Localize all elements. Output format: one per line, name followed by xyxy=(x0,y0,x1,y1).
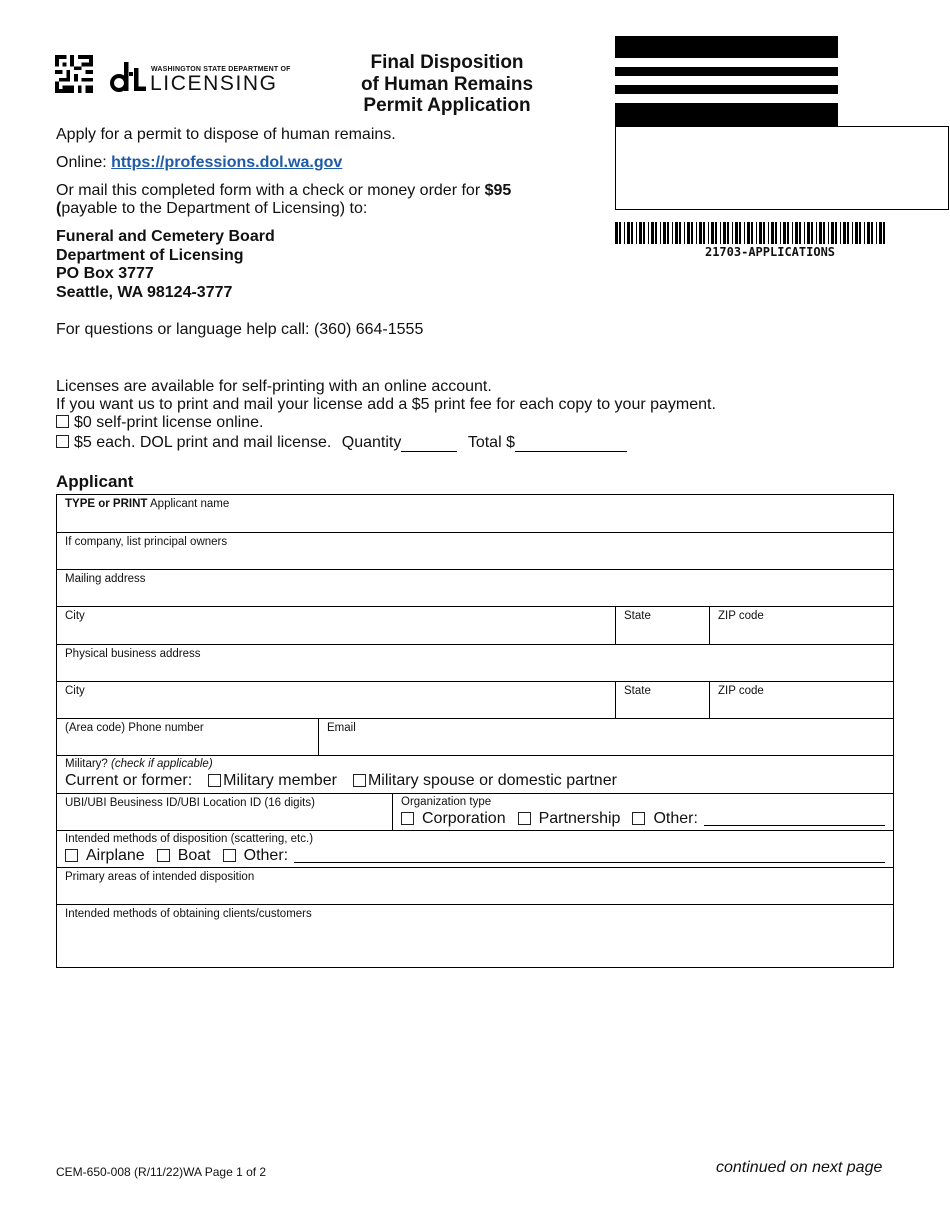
areas-label: Primary areas of intended disposition xyxy=(65,871,255,883)
intro-payable xyxy=(56,200,367,218)
physical-city-field[interactable] xyxy=(57,682,615,718)
org-type-options xyxy=(401,809,885,828)
military-current-label: Current or former: xyxy=(65,772,193,789)
phone-field[interactable] xyxy=(57,719,318,755)
qr-code-icon xyxy=(55,55,93,93)
form-title xyxy=(330,52,564,117)
license-print-line2: If you want us to print and mail your license add a $5 print fee for each copy to your payment. xyxy=(56,396,716,413)
mailing-zip-field[interactable] xyxy=(709,607,893,644)
office-use-bar xyxy=(615,36,838,58)
barcode-text: 21703-APPLICATIONS xyxy=(704,245,836,259)
email-field[interactable] xyxy=(318,719,893,755)
org-other-label: Other: xyxy=(653,810,698,827)
physical-state-field[interactable] xyxy=(615,682,709,718)
zip-label: ZIP code xyxy=(718,610,764,622)
method-other-checkbox[interactable] xyxy=(223,849,236,862)
applicant-section-title: Applicant xyxy=(56,472,134,491)
corporation-label: Corporation xyxy=(422,810,506,827)
agency-name-small: WASHINGTON STATE DEPARTMENT OF xyxy=(151,66,291,73)
city-label: City xyxy=(65,685,85,697)
intro-mail xyxy=(56,182,511,200)
online-url-link[interactable]: https://professions.dol.wa.gov xyxy=(111,154,343,171)
total-field[interactable] xyxy=(515,438,627,452)
quantity-field[interactable] xyxy=(401,438,457,452)
intro-online xyxy=(56,154,342,172)
physical-address-label: Physical business address xyxy=(65,648,201,660)
phone-label: (Area code) Phone number xyxy=(65,722,204,734)
principal-owners-field[interactable] xyxy=(57,533,893,569)
title-line: of Human Remains xyxy=(360,73,534,95)
boat-label: Boat xyxy=(177,847,211,864)
applicant-name-label: Applicant name xyxy=(150,498,230,510)
mailing-city-field[interactable] xyxy=(57,607,615,644)
applicant-name-field[interactable] xyxy=(57,495,893,532)
boat-checkbox[interactable] xyxy=(157,849,170,862)
office-use-box xyxy=(615,126,949,210)
mail-print-checkbox[interactable] xyxy=(56,435,69,448)
military-member-label: Military member xyxy=(223,772,337,789)
fee-amount: $95 xyxy=(484,182,512,199)
office-use-bar xyxy=(615,67,838,76)
org-other-input[interactable] xyxy=(704,812,885,826)
ubi-label: UBI/UBI Beusiness ID/UBI Location ID (16 digits) xyxy=(65,797,315,809)
corporation-checkbox[interactable] xyxy=(401,812,414,825)
type-print-label: TYPE or PRINT xyxy=(65,498,148,510)
address-line: PO Box 3777 xyxy=(56,265,154,282)
mailing-address-label: Mailing address xyxy=(65,573,146,585)
city-label: City xyxy=(65,610,85,622)
mailing-address-field[interactable] xyxy=(57,570,893,606)
ubi-field[interactable] xyxy=(57,794,392,830)
address-line: Funeral and Cemetery Board xyxy=(56,228,275,245)
principal-owners-label: If company, list principal owners xyxy=(65,536,228,548)
partnership-label: Partnership xyxy=(538,810,621,827)
military-options xyxy=(65,771,885,790)
mailing-address-block xyxy=(56,228,275,302)
method-other-label: Other: xyxy=(243,847,289,864)
military-spouse-label: Military spouse or domestic partner xyxy=(367,772,617,789)
mail-print-option xyxy=(56,434,627,452)
military-hint: (check if applicable) xyxy=(111,758,213,770)
military-spouse-checkbox[interactable] xyxy=(353,774,366,787)
military-label: Military? xyxy=(65,758,108,770)
method-other-input[interactable] xyxy=(294,849,885,863)
physical-zip-field[interactable] xyxy=(709,682,893,718)
state-label: State xyxy=(624,610,651,622)
total-label: Total $ xyxy=(467,434,515,451)
military-field xyxy=(57,756,893,793)
office-use-bar xyxy=(615,103,838,126)
applicant-form xyxy=(56,494,894,968)
barcode-icon xyxy=(615,222,888,244)
payable-text: payable to the Department of Licensing) to: xyxy=(61,200,368,217)
continued-note: continued on next page xyxy=(716,1159,883,1176)
disposition-methods-field xyxy=(57,831,893,867)
mail-print-label: $5 each. DOL print and mail license. xyxy=(74,434,332,451)
state-label: State xyxy=(624,685,651,697)
self-print-option xyxy=(56,414,263,432)
office-use-bar xyxy=(615,85,838,94)
military-member-checkbox[interactable] xyxy=(208,774,221,787)
methods-label: Intended methods of disposition (scattering, etc.) xyxy=(65,833,314,845)
zip-label: ZIP code xyxy=(718,685,764,697)
disposition-areas-field[interactable] xyxy=(57,868,893,904)
airplane-checkbox[interactable] xyxy=(65,849,78,862)
airplane-label: Airplane xyxy=(86,847,145,864)
physical-address-field[interactable] xyxy=(57,645,893,681)
client-methods-field[interactable] xyxy=(57,905,893,967)
online-label: Online: xyxy=(56,154,107,171)
dol-logo-icon xyxy=(110,60,155,94)
military-question xyxy=(65,758,885,771)
license-print-line1: Licenses are available for self-printing with an online account. xyxy=(56,378,492,395)
methods-options xyxy=(65,846,885,865)
intro-apply: Apply for a permit to dispose of human remains. xyxy=(56,126,396,143)
quantity-label: Quantity xyxy=(341,434,402,451)
title-line: Permit Application xyxy=(363,95,531,116)
mailing-state-field[interactable] xyxy=(615,607,709,644)
org-other-checkbox[interactable] xyxy=(632,812,645,825)
clients-label: Intended methods of obtaining clients/customers xyxy=(65,908,312,920)
questions-phone: For questions or language help call: (360) 664-1555 xyxy=(56,321,424,338)
title-line: Final Disposition xyxy=(370,52,524,73)
email-label: Email xyxy=(327,722,356,734)
address-line: Department of Licensing xyxy=(56,246,244,264)
org-type-label: Organization type xyxy=(401,796,492,808)
self-print-checkbox[interactable] xyxy=(56,415,69,428)
address-line: Seattle, WA 98124-3777 xyxy=(56,283,233,301)
mail-text: Or mail this completed form with a check or money order for xyxy=(56,182,481,199)
partnership-checkbox[interactable] xyxy=(518,812,531,825)
organization-type-field xyxy=(392,794,893,830)
self-print-label: $0 self-print license online. xyxy=(74,414,264,431)
form-id: CEM-650-008 (R/11/22)WA Page 1 of 2 xyxy=(56,1165,267,1179)
agency-name-main: LICENSING xyxy=(150,72,278,95)
payable-paren: ( xyxy=(56,200,62,217)
